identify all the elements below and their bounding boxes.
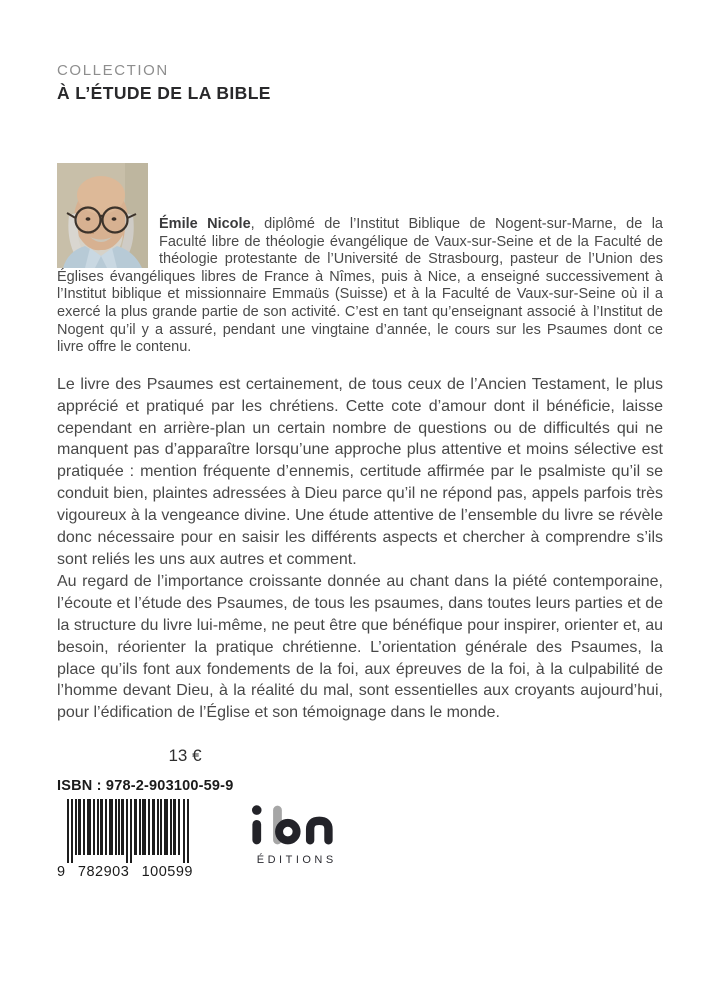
- book-description: [57, 374, 663, 725]
- barcode-digit-group: 9: [57, 864, 66, 881]
- description-paragraph-1: Le livre des Psaumes est certainement, de tous ceux de l’Ancien Testament, le plus apprécié et pratiqué par les chrétiens. Cette cote d’amour dont il bénéficie, laisse cependant en arrière-plan un certain nombre de questions ou de difficultés qui ne manquent pas d’apparaître lorsqu’une approche plus attentive et moins sélective est pratiquée : mention fréquente d’ennemis, certitude affirmée par le psalmiste qu’il se conduit bien, plaintes adressées à Dieu parce qu’il ne répond pas, appels parfois très vigoureux à la vengeance divine. Une étude attentive de l’ensemble du livre se révèle donc nécessaire pour en saisir les différents aspects et chercher à comprendre s’ils sont reliés les uns aux autres et comment.: [57, 375, 663, 568]
- publisher-block: [243, 799, 347, 866]
- publisher-logo-ibn: [243, 801, 347, 851]
- collection-header: [57, 0, 663, 104]
- author-bio-rest: , diplômé de l’Institut Biblique de Nogent-sur-Marne, de la Faculté libre de théologie évangélique de Vaux-sur-Seine et de la Faculté de théologie protestante de l’Université de Strasbourg, pasteur de l’Union des Églises évangéliques libres de France à Nîmes, puis à Nice, a enseigné successivement à l’Institut biblique et missionnaire Emmaüs (Suisse) et à la Faculté de Vaux-sur-Seine où il a exercé la plus grande partie de son activité. C’est en tant qu’enseignant associé à l’Institut de Nogent qu’il y a assuré, pendant une vingtaine d’année, le cours sur les Psaumes dont ce livre offre le contenu.: [57, 216, 663, 356]
- isbn-label: ISBN : 978-2-903100-59-9: [57, 778, 234, 795]
- author-photo: [57, 163, 148, 268]
- barcode-digits: [57, 864, 193, 880]
- author-bio-section: [57, 163, 663, 357]
- price-label: 13 €: [168, 746, 202, 766]
- author-portrait-image: [57, 163, 148, 268]
- barcode-digit-group: 782903: [77, 864, 130, 881]
- author-name: Émile Nicole: [159, 216, 251, 232]
- description-paragraph-2: Au regard de l’importance croissante donnée au chant dans la piété contemporaine, l’écoute et l’étude des Psaumes, de tous les psaumes, dans toutes leurs parties et de la structure du livre lui-même, ne peut être que bénéfique pour inspirer, orienter et, au besoin, réorienter la pratique chrétienne. L’orientation générale des Psaumes, la place qu’ils font aux fondements de la foi, aux épreuves de la foi, à la culpabilité de l’homme devant Dieu, à la réalité du mal, sont essentielles aux croyants aujourd’hui, pour l’édification de l’Église et son témoignage dans le monde.: [57, 572, 663, 722]
- barcode-publisher-row: [57, 799, 663, 880]
- collection-title: À L’ÉTUDE DE LA BIBLE: [57, 83, 271, 103]
- collection-label: COLLECTION: [57, 62, 169, 79]
- publisher-name: ÉDITIONS: [256, 854, 337, 867]
- barcode-bars: [67, 799, 191, 863]
- barcode: [57, 799, 193, 880]
- barcode-digit-group: 100599: [141, 864, 193, 881]
- ibn-logo-icon: [248, 801, 342, 851]
- bio-layout-spacer: [160, 163, 663, 216]
